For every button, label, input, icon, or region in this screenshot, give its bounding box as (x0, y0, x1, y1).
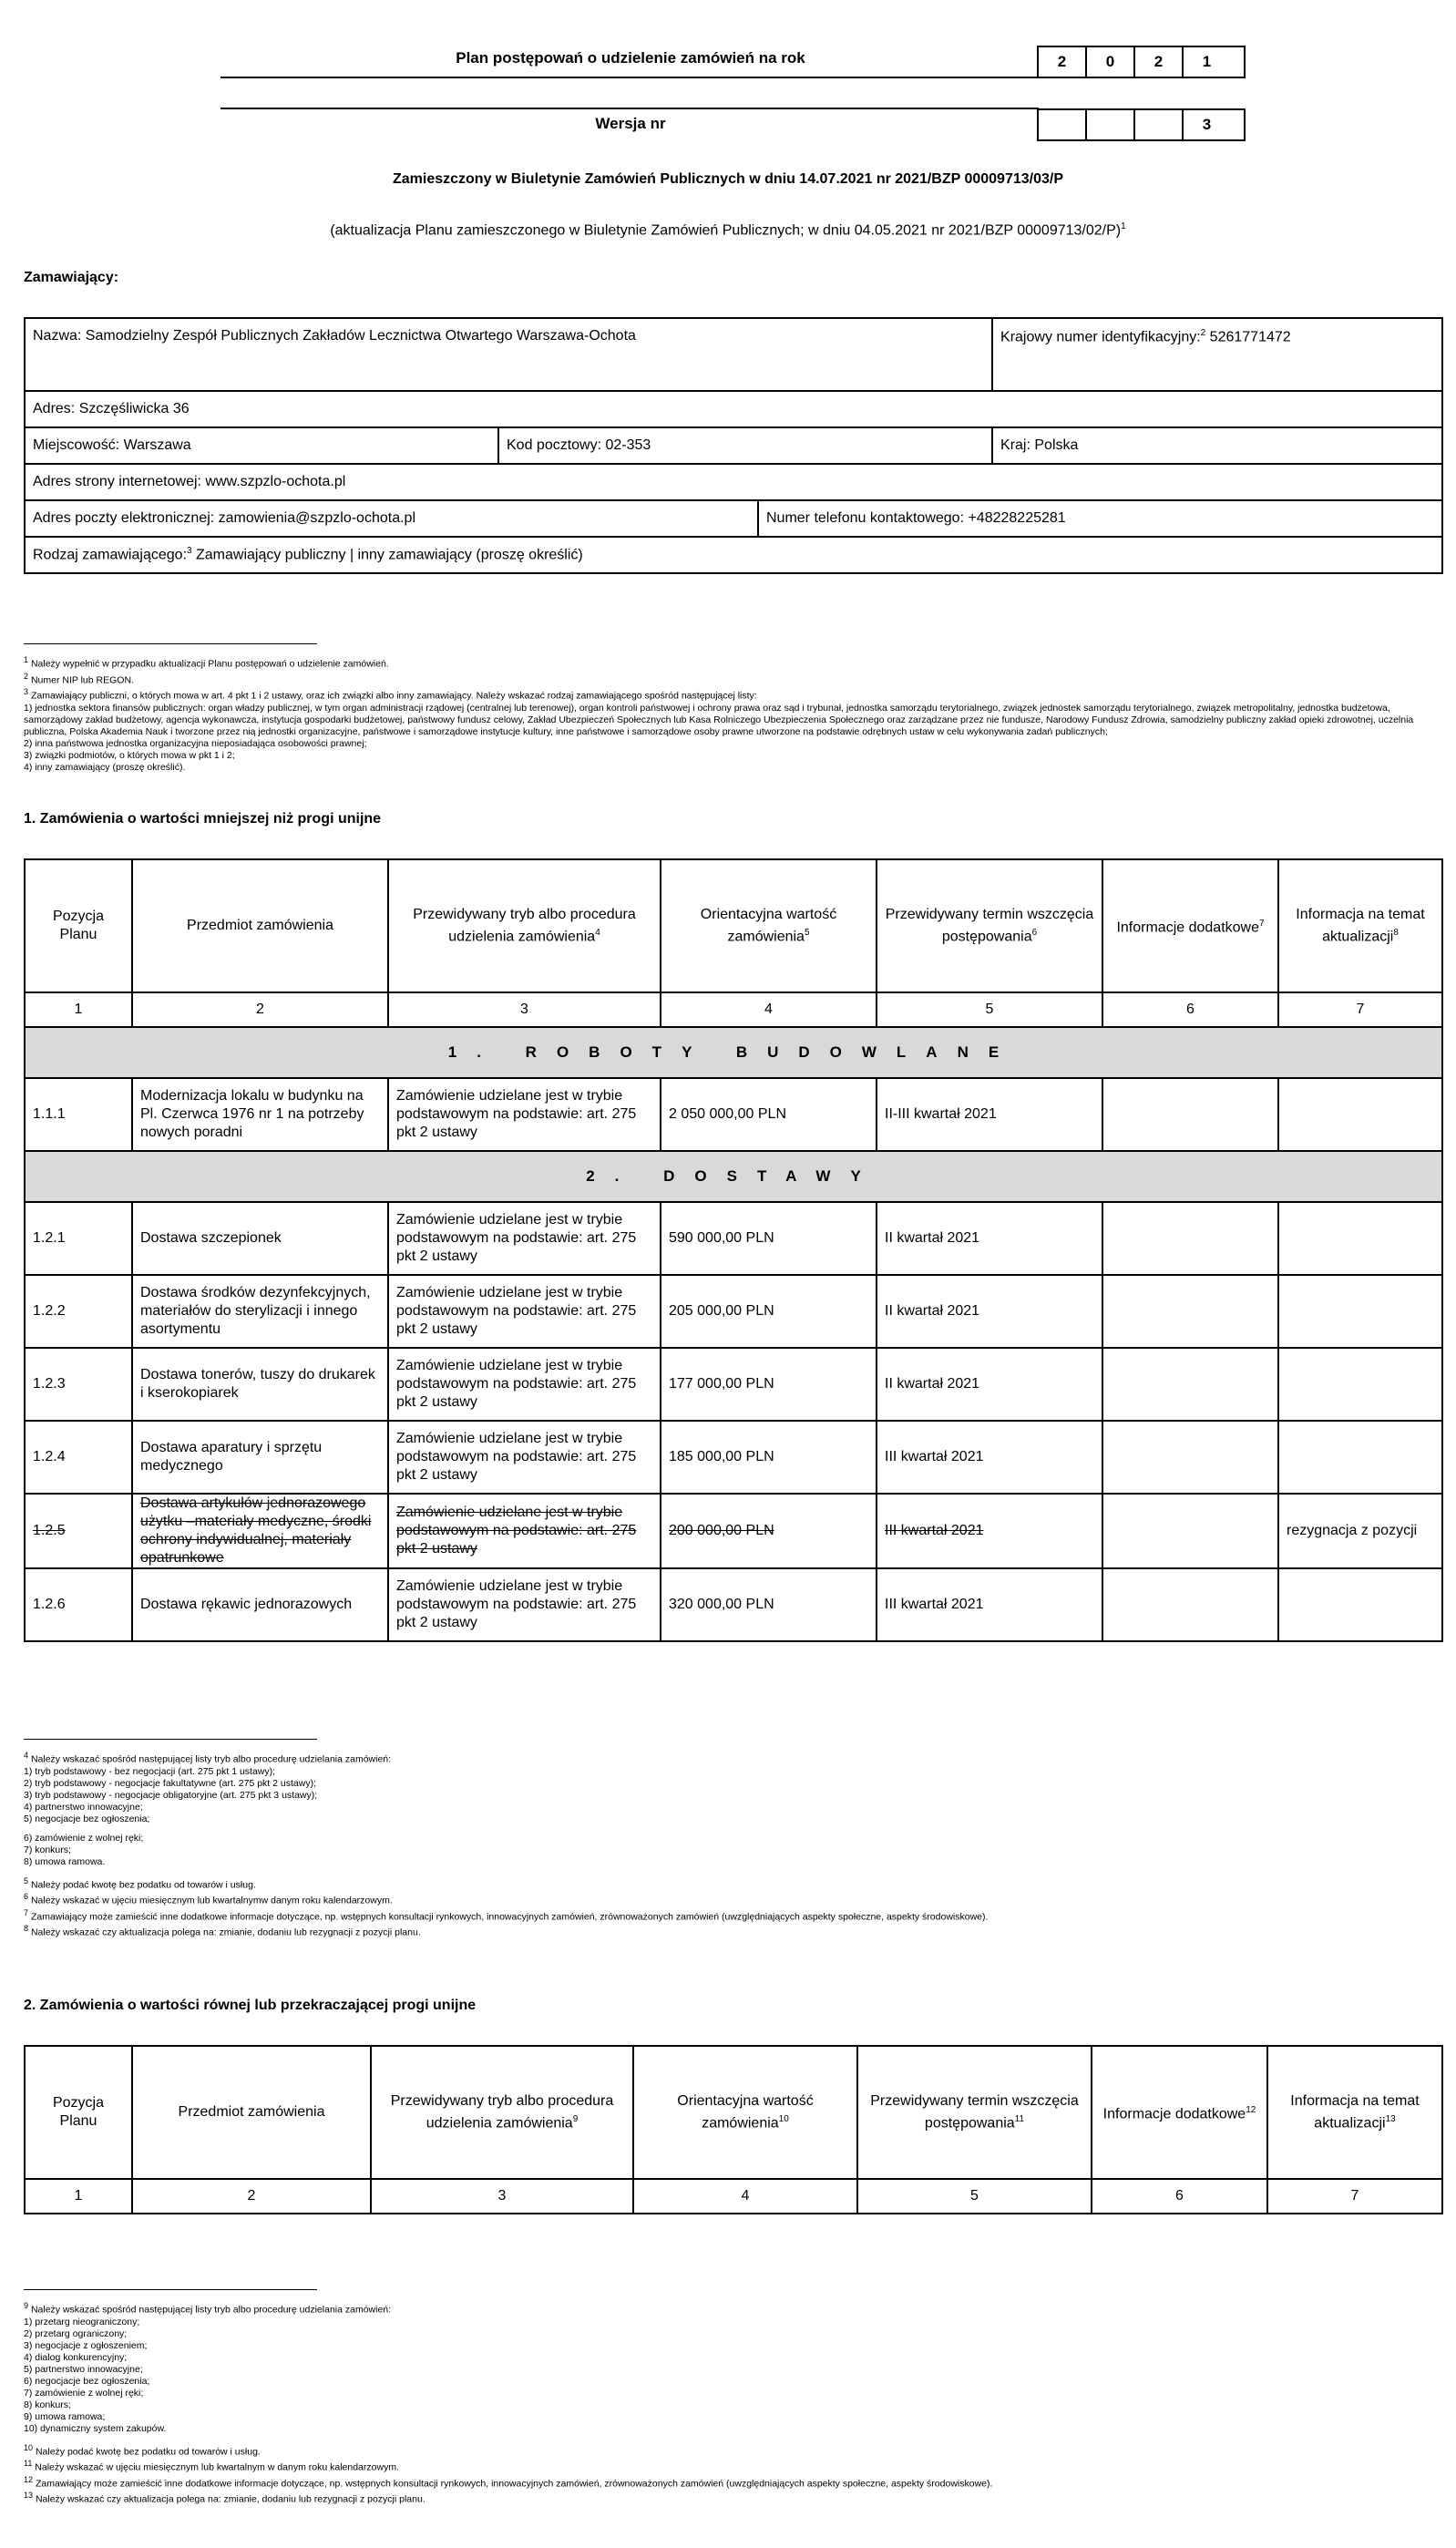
year-digit: 2 (1133, 47, 1182, 77)
column-header-text: Informacja na temat aktualizacji (1290, 2092, 1420, 2132)
table-row (25, 1275, 1442, 1348)
footnote-text: 8) konkurs; (24, 2399, 71, 2410)
orderer-address: Adres: Szczęśliwicka 36 (25, 391, 1442, 427)
footnote-number: 12 (24, 2474, 34, 2484)
position-cell: 1.2.3 (25, 1348, 132, 1421)
footnote-line (24, 2458, 1436, 2474)
orderer-type-value: Zamawiający publiczny | inny zamawiający (proszę określić) (191, 547, 583, 563)
footnote-text: 7) konkurs; (24, 1844, 71, 1855)
footnote-text: 1) tryb podstawowy - bez negocjacji (art. 275 pkt 1 ustawy); (24, 1765, 276, 1777)
footnotes-section2 (24, 2300, 1436, 2506)
value-cell: 177 000,00 PLN (661, 1348, 877, 1421)
footnote-ref: 13 (1385, 2113, 1396, 2124)
column-number: 1 (25, 992, 132, 1027)
update-cell: rezygnacja z pozycji (1278, 1494, 1442, 1568)
table-row (25, 1348, 1442, 1421)
update-cell (1278, 1202, 1442, 1275)
version-label: Wersja nr (595, 115, 666, 132)
column-number: 3 (388, 992, 661, 1027)
position-cell: 1.2.2 (25, 1275, 132, 1348)
footnote-line (24, 2352, 1436, 2364)
position-cell: 1.2.1 (25, 1202, 132, 1275)
footnote-number: 5 (24, 1875, 29, 1885)
footnote-number: 11 (24, 2459, 33, 2468)
footnote-line (24, 2490, 1436, 2506)
update-cell (1278, 1275, 1442, 1348)
value-cell: 2 050 000,00 PLN (661, 1078, 877, 1151)
footnotes-orderer (24, 654, 1436, 774)
footnote-ref: 12 (1246, 2104, 1256, 2115)
term-cell: II kwartał 2021 (877, 1275, 1102, 1348)
published-info: Zamieszczony w Biuletynie Zamówień Publicznych w dniu 14.07.2021 nr 2021/BZP 00009713/03/P (392, 171, 1063, 187)
info-cell (1102, 1494, 1278, 1568)
footnote-number: 1 (24, 655, 29, 664)
footnote-separator (24, 2289, 317, 2290)
column-header-text: Przedmiot zamówienia (178, 2104, 325, 2120)
footnote-text: 8) umowa ramowa. (24, 1855, 106, 1867)
column-header (1278, 859, 1442, 992)
footnote-text: 6) zamówienie z wolnej ręki; (24, 1832, 144, 1844)
footnote-line (24, 1907, 1436, 1924)
footnote-line (24, 2442, 1436, 2459)
footnote-gap (24, 2435, 1436, 2442)
footnote-text: 4) inny zamawiający (proszę określić). (24, 761, 186, 773)
footnote-text: 3) tryb podstawowy - negocjacje obligatoryjne (art. 275 pkt 3 ustawy); (24, 1789, 318, 1801)
footnote-number: 10 (24, 2442, 34, 2452)
footnote-text: 2) przetarg ograniczony; (24, 2327, 128, 2339)
value-cell: 185 000,00 PLN (661, 1421, 877, 1494)
footnote-line (24, 750, 1436, 762)
column-header (25, 2046, 132, 2179)
footnote-text: Zamawiający może zamieścić inne dodatkowe informacje dotyczące, np. wstępnych konsultacji rynkowych, innowacyjnych zamówień, zrównoważonych zamówień (uwzględniających aspekty społeczne, aspekty środowiskowe). (30, 1911, 989, 1922)
footnote-line (24, 738, 1436, 750)
orderer-country: Kraj: Polska (992, 427, 1442, 464)
footnote-line (24, 2328, 1436, 2340)
plan-title: Plan postępowań o udzielenie zamówień na rok (456, 49, 805, 67)
footnote-ref: 8 (1393, 927, 1399, 938)
mode-cell: Zamówienie udzielane jest w trybie podstawowym na podstawie: art. 275 pkt 2 ustawy (388, 1421, 661, 1494)
national-id-label: Krajowy numer identyfikacyjny: (1000, 329, 1201, 345)
value-cell: 200 000,00 PLN (661, 1494, 877, 1568)
column-number-row (25, 992, 1442, 1027)
footnote-gap (24, 1825, 1436, 1833)
update-note (0, 221, 1456, 239)
footnote-number: 2 (24, 671, 29, 681)
footnote-text: 5) negocjacje bez ogłoszenia; (24, 1813, 150, 1824)
value-cell: 205 000,00 PLN (661, 1275, 877, 1348)
update-cell (1278, 1078, 1442, 1151)
footnote-line (24, 1856, 1436, 1868)
footnote-text: Zamawiający może zamieścić inne dodatkowe informacje dotyczące, np. wstępnych konsultacji rynkowych, innowacyjnych zamówień, zrównoważonych zamówień (uwzględniających aspekty społeczne, aspekty środowiskowe). (35, 2478, 993, 2489)
table-header-row (25, 859, 1442, 992)
footnote-line (24, 1875, 1436, 1892)
subject-cell: Dostawa środków dezynfekcyjnych, materiałów do sterylizacji i innego asortymentu (132, 1275, 388, 1348)
footnote-line (24, 686, 1436, 703)
footnote-line (24, 2399, 1436, 2411)
national-id-value: 5261771472 (1205, 329, 1291, 345)
column-header (633, 2046, 857, 2179)
column-header (371, 2046, 633, 2179)
year-digit: 1 (1182, 47, 1230, 77)
group-heading: 1. ROBOTY BUDOWLANE (25, 1027, 1442, 1078)
info-cell (1102, 1568, 1278, 1641)
footnote-text: 4) dialog konkurencyjny; (24, 2351, 128, 2363)
column-header (661, 859, 877, 992)
footnote-line (24, 1766, 1436, 1778)
table-header-row (25, 2046, 1442, 2179)
column-header-text: Przewidywany termin wszczęcia postępowania (870, 2092, 1079, 2132)
footnote-line (24, 2300, 1436, 2317)
footnote-text: 5) partnerstwo innowacyjne; (24, 2363, 143, 2375)
footnote-line (24, 2340, 1436, 2352)
footnote-ref: 9 (572, 2113, 579, 2124)
subject-cell: Dostawa szczepionek (132, 1202, 388, 1275)
footnote-text: Należy podać kwotę bez podatku od towarów i usług. (30, 1879, 256, 1890)
update-cell (1278, 1421, 1442, 1494)
footnote-text: 3) negocjacje z ogłoszeniem; (24, 2339, 148, 2351)
column-header (1102, 859, 1278, 992)
position-cell: 1.2.4 (25, 1421, 132, 1494)
update-cell (1278, 1568, 1442, 1641)
column-header (25, 859, 132, 992)
group-heading: 2. DOSTAWY (25, 1151, 1442, 1202)
footnote-line (24, 2388, 1436, 2399)
mode-cell: Zamówienie udzielane jest w trybie podstawowym na podstawie: art. 275 pkt 2 ustawy (388, 1202, 661, 1275)
column-header-text: Przewidywany tryb albo procedura udzielenia zamówienia (390, 2092, 614, 2132)
table-row (25, 1494, 1442, 1568)
column-header (857, 2046, 1092, 2179)
orderer-email: Adres poczty elektronicznej: zamowienia@szpzlo-ochota.pl (25, 500, 758, 537)
mode-cell: Zamówienie udzielane jest w trybie podstawowym na podstawie: art. 275 pkt 2 ustawy (388, 1275, 661, 1348)
subject-cell: Modernizacja lokalu w budynku na Pl. Czerwca 1976 nr 1 na potrzeby nowych poradni (132, 1078, 388, 1151)
mode-cell: Zamówienie udzielane jest w trybie podstawowym na podstawie: art. 275 pkt 2 ustawy (388, 1078, 661, 1151)
year-boxes (1037, 46, 1246, 78)
footnote-line (24, 1778, 1436, 1790)
orderer-national-id (992, 318, 1442, 391)
orderer-heading: Zamawiający: (24, 270, 119, 285)
term-cell: II kwartał 2021 (877, 1202, 1102, 1275)
column-header-text: Przedmiot zamówienia (187, 918, 333, 933)
column-header-text: Orientacyjna wartość zamówienia (700, 906, 837, 945)
footnote-line (24, 654, 1436, 671)
footnote-line (24, 1833, 1436, 1844)
footnote-number: 6 (24, 1892, 29, 1901)
footnote-text: 1) przetarg nieograniczony; (24, 2316, 140, 2327)
orderer-type-label: Rodzaj zamawiającego: (33, 547, 187, 563)
column-header-text: Pozycja Planu (52, 909, 105, 942)
orderer-website: Adres strony internetowej: www.szpzlo-ochota.pl (25, 464, 1442, 500)
footnote-number: 13 (24, 2491, 34, 2500)
footnote-line (24, 1891, 1436, 1907)
term-cell: III kwartał 2021 (877, 1568, 1102, 1641)
column-header-text: Przewidywany tryb albo procedura udzielenia zamówienia (413, 906, 636, 945)
plan-title-underline (220, 77, 1039, 78)
footnote-line (24, 1844, 1436, 1856)
table-row (25, 1202, 1442, 1275)
term-cell: II kwartał 2021 (877, 1348, 1102, 1421)
footnote-line (24, 2364, 1436, 2376)
footnote-number: 3 (24, 687, 29, 696)
footnote-ref: 5 (804, 927, 810, 938)
version-overline (220, 108, 1039, 109)
orderer-table (24, 317, 1443, 574)
mode-cell: Zamówienie udzielane jest w trybie podstawowym na podstawie: art. 275 pkt 2 ustawy (388, 1494, 661, 1568)
column-header (877, 859, 1102, 992)
footnote-line (24, 2423, 1436, 2435)
column-number: 4 (633, 2179, 857, 2214)
table-row (25, 1078, 1442, 1151)
value-cell: 320 000,00 PLN (661, 1568, 877, 1641)
footnote-gap (24, 1868, 1436, 1875)
footnote-line (24, 703, 1436, 738)
group-row (25, 1151, 1442, 1202)
footnote-number: 9 (24, 2301, 29, 2310)
column-number: 5 (877, 992, 1102, 1027)
footnote-line (24, 2411, 1436, 2423)
section1-title: 1. Zamówienia o wartości mniejszej niż progi unijne (24, 811, 382, 827)
footnote-text: 6) negocjacje bez ogłoszenia; (24, 2375, 150, 2387)
footnote-text: Należy wskazać spośród następującej listy tryb albo procedurę udzielania zamówień: (30, 1753, 392, 1765)
footnote-text: 2) tryb podstawowy - negocjacje fakultatywne (art. 275 pkt 2 ustawy); (24, 1777, 316, 1789)
footnote-line (24, 2376, 1436, 2388)
term-cell: III kwartał 2021 (877, 1421, 1102, 1494)
column-number-row (25, 2179, 1442, 2214)
column-number: 6 (1092, 2179, 1267, 2214)
version-digit (1133, 110, 1182, 139)
column-header-text: Informacja na temat aktualizacji (1296, 906, 1425, 945)
footnotes-section1 (24, 1750, 1436, 1939)
section2-table (24, 2045, 1443, 2214)
column-number: 2 (132, 2179, 371, 2214)
orderer-postal: Kod pocztowy: 02-353 (498, 427, 992, 464)
footnote-text: 9) umowa ramowa; (24, 2410, 106, 2422)
footnote-text: 4) partnerstwo innowacyjne; (24, 1801, 143, 1813)
column-number: 5 (857, 2179, 1092, 2214)
orderer-city: Miejscowość: Warszawa (25, 427, 498, 464)
column-number: 4 (661, 992, 877, 1027)
mode-cell: Zamówienie udzielane jest w trybie podstawowym na podstawie: art. 275 pkt 2 ustawy (388, 1348, 661, 1421)
orderer-name: Nazwa: Samodzielny Zespół Publicznych Zakładów Lecznictwa Otwartego Warszawa-Ochota (25, 318, 992, 391)
footnote-text: Należy podać kwotę bez podatku od towarów i usług. (35, 2446, 261, 2457)
footnote-line (24, 1923, 1436, 1939)
footnote-text: Należy wskazać spośród następującej listy tryb albo procedurę udzielania zamówień: (30, 2304, 392, 2316)
info-cell (1102, 1348, 1278, 1421)
column-header (1267, 2046, 1442, 2179)
term-cell: II-III kwartał 2021 (877, 1078, 1102, 1151)
footnote-line (24, 2474, 1436, 2491)
footnote-text: Zamawiający publiczni, o których mowa w art. 4 pkt 1 i 2 ustawy, oraz ich związki albo inny zamawiający. Należy wskazać rodzaj zamawiającego spośród następującej listy: (30, 690, 757, 702)
column-header-text: Informacje dodatkowe (1116, 920, 1259, 936)
footnote-ref: 2 (1200, 328, 1206, 338)
orderer-type (25, 537, 1442, 573)
subject-cell: Dostawa rękawic jednorazowych (132, 1568, 388, 1641)
version-digit: 3 (1182, 110, 1230, 139)
version-boxes (1037, 108, 1246, 141)
info-cell (1102, 1421, 1278, 1494)
footnote-ref: 11 (1014, 2113, 1025, 2124)
position-cell: 1.2.5 (25, 1494, 132, 1568)
info-cell (1102, 1202, 1278, 1275)
subject-cell: Dostawa aparatury i sprzętu medycznego (132, 1421, 388, 1494)
footnote-text: Należy wskazać w ujęciu miesięcznym lub kwartalnym w danym roku kalendarzowym. (35, 2461, 399, 2473)
column-number: 3 (371, 2179, 633, 2214)
footnote-text: Numer NIP lub REGON. (30, 674, 134, 685)
footnote-number: 7 (24, 1907, 29, 1917)
column-header (132, 859, 388, 992)
footnote-ref: 10 (778, 2113, 789, 2124)
footnote-ref: 7 (1258, 918, 1265, 929)
footnote-line (24, 1790, 1436, 1802)
footnote-ref: 3 (186, 546, 192, 557)
footnote-line (24, 1802, 1436, 1813)
column-number: 7 (1267, 2179, 1442, 2214)
column-number: 6 (1102, 992, 1278, 1027)
column-header (1092, 2046, 1267, 2179)
mode-cell: Zamówienie udzielane jest w trybie podstawowym na podstawie: art. 275 pkt 2 ustawy (388, 1568, 661, 1641)
footnote-line (24, 1750, 1436, 1766)
footnote-number: 4 (24, 1751, 29, 1760)
column-number: 1 (25, 2179, 132, 2214)
value-cell: 590 000,00 PLN (661, 1202, 877, 1275)
info-cell (1102, 1275, 1278, 1348)
footnote-number: 8 (24, 1924, 29, 1933)
update-note-text: (aktualizacja Planu zamieszczonego w Biuletynie Zamówień Publicznych; w dniu 04.05.2021 nr 2021/BZP 00009713/02/P) (330, 222, 1122, 239)
footnote-text: Należy wskazać w ujęciu miesięcznym lub kwartalnymw danym roku kalendarzowym. (30, 1895, 393, 1906)
section2-title: 2. Zamówienia o wartości równej lub przekraczającej progi unijne (24, 1998, 477, 2013)
column-header (132, 2046, 371, 2179)
position-cell: 1.1.1 (25, 1078, 132, 1151)
footnote-text: Należy wskazać czy aktualizacja polega na: zmianie, dodaniu lub rezygnacji z pozycji planu. (30, 1926, 421, 1938)
footnote-separator (24, 643, 317, 644)
footnote-text: 2) inna państwowa jednostka organizacyjna nieposiadająca osobowości prawnej; (24, 737, 367, 749)
year-digit: 2 (1057, 53, 1067, 70)
subject-cell: Dostawa artykułów jednorazowego użytku –materiały medyczne, środki ochrony indywidualnej, materiały opatrunkowe (132, 1494, 388, 1568)
column-header (388, 859, 661, 992)
footnote-ref: 4 (595, 927, 600, 938)
position-cell: 1.2.6 (25, 1568, 132, 1641)
column-header-text: Orientacyjna wartość zamówienia (677, 2092, 814, 2132)
year-digit: 0 (1085, 47, 1133, 77)
term-cell: III kwartał 2021 (877, 1494, 1102, 1568)
version-digit (1039, 110, 1085, 139)
update-cell (1278, 1348, 1442, 1421)
column-header-text: Przewidywany termin wszczęcia postępowania (885, 906, 1094, 945)
footnote-separator (24, 1739, 317, 1740)
table-row (25, 1568, 1442, 1641)
group-row (25, 1027, 1442, 1078)
column-number: 7 (1278, 992, 1442, 1027)
footnote-line (24, 2317, 1436, 2328)
table-row (25, 1421, 1442, 1494)
footnote-text: 7) zamówienie z wolnej ręki; (24, 2387, 144, 2399)
footnote-text: 10) dynamiczny system zakupów. (24, 2422, 167, 2434)
column-header-text: Informacje dodatkowe (1102, 2106, 1246, 2122)
footnote-text: 1) jednostka sektora finansów publicznych: organ władzy publicznej, w tym organ administracji rządowej (centralnej lub terenowej), organ kontroli państwowej i ochrony prawa oraz sąd i trybunał, jednostka samorządu terytorialnego, związek jednostek samorządu terytorialnego, związek metropolitalny, jednostka budżetowa, samorządowy zakład budżetowy, agencja wykonawcza, instytucja gospodarki budżetowej, państwowy fundusz celowy, Zakład Ubezpieczeń Społecznych lub Kasa Rolniczego Ubezpieczenia Społecznego oraz zarządzane przez nie fundusze, Narodowy Fundusz Zdrowia, samodzielny publiczny zakład opieki zdrowotnej, uczelnia publiczna, Polska Akademia Nauk i tworzone przez nią jednostki organizacyjne, państwowe i samorządowe instytucje kultury, inne państwowe i samorządowe osoby prawne utworzone na podstawie odrębnych ustaw w celu wykonywania zadań publicznych; (24, 702, 1414, 737)
orderer-phone: Numer telefonu kontaktowego: +48228225281 (758, 500, 1442, 537)
footnote-text: Należy wskazać czy aktualizacja polega na: zmianie, dodaniu lub rezygnacji z pozycji planu. (35, 2493, 426, 2505)
footnote-text: Należy wypełnić w przypadku aktualizacji Planu postępowań o udzielenie zamówień. (30, 658, 389, 670)
version-digit (1085, 110, 1133, 139)
column-number: 2 (132, 992, 388, 1027)
footnote-text: 3) związki podmiotów, o których mowa w pkt 1 i 2; (24, 749, 235, 761)
column-header-text: Pozycja Planu (52, 2095, 105, 2129)
footnote-ref: 1 (1121, 221, 1126, 231)
footnote-line (24, 762, 1436, 774)
footnote-ref: 6 (1031, 927, 1038, 938)
subject-cell: Dostawa tonerów, tuszy do drukarek i kserokopiarek (132, 1348, 388, 1421)
footnote-line (24, 1813, 1436, 1825)
info-cell (1102, 1078, 1278, 1151)
footnote-line (24, 671, 1436, 687)
section1-table (24, 858, 1443, 1642)
